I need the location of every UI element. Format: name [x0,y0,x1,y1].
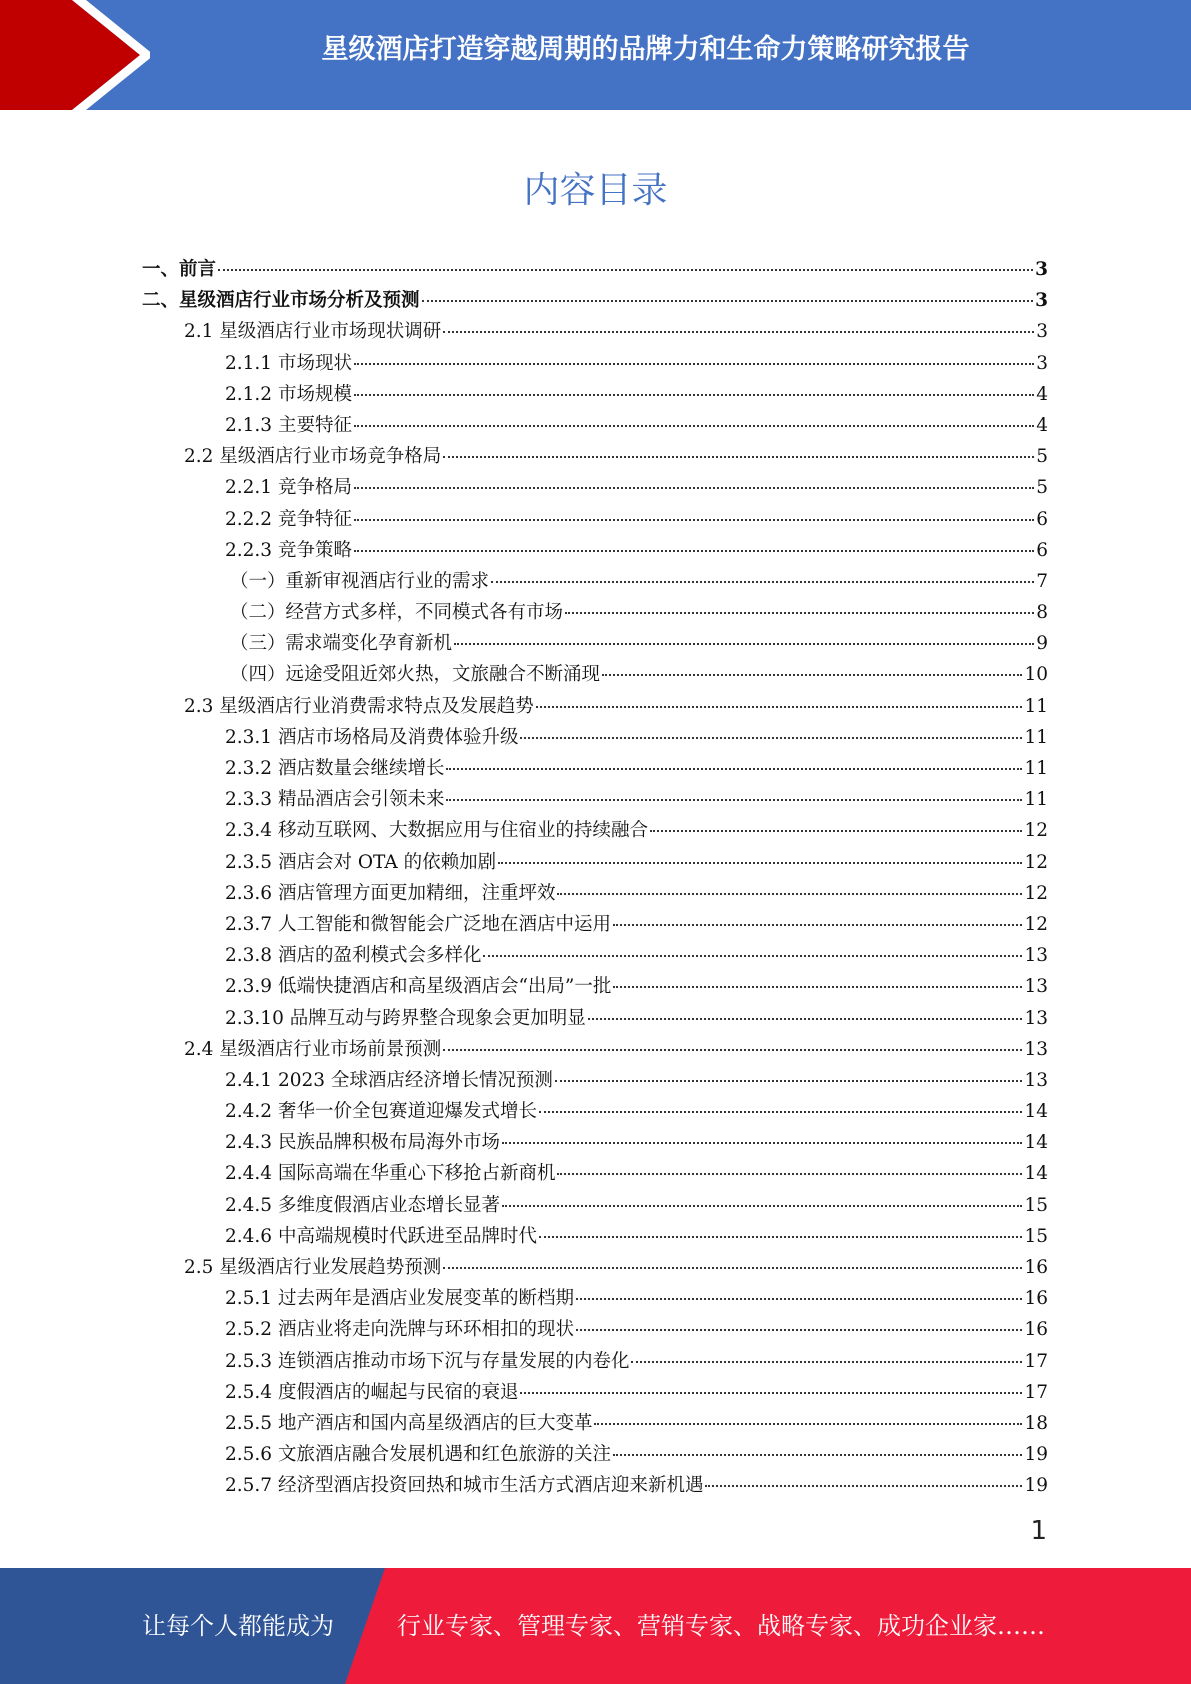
toc-leader-dots [520,1391,1022,1394]
toc-entry-page: 12 [1024,882,1048,904]
toc-entry-title: 2.3.10 品牌互动与跨界整合现象会更加明显 [225,1007,586,1029]
toc-entry[interactable] [142,1346,1048,1377]
toc-leader-dots [483,954,1022,957]
toc-leader-dots [594,1422,1022,1425]
toc-entry-title: 2.4.2 奢华一价全包赛道迎爆发式增长 [225,1101,537,1123]
toc-entry-title: 2.4.6 中高端规模时代跃进至品牌时代 [225,1225,537,1247]
toc-heading: 内容目录 [523,170,668,211]
toc-entry-title: 2.4.5 多维度假酒店业态增长显著 [225,1194,500,1216]
toc-entry-title: 2.3.5 酒店会对 OTA 的依赖加剧 [225,851,497,873]
toc-entry-page: 13 [1024,1069,1048,1091]
toc-entry-title: 2.5.3 连锁酒店推动市场下沉与存量发展的内卷化 [225,1350,630,1372]
toc-entry[interactable] [142,379,1048,410]
toc-entry[interactable] [142,566,1048,597]
toc-entry-page: 14 [1024,1101,1048,1123]
toc-entry[interactable] [142,1408,1048,1439]
page-number: 1 [1030,1516,1047,1546]
toc-leader-dots [613,923,1022,926]
toc-entry[interactable] [142,909,1048,940]
toc-entry[interactable] [142,815,1048,846]
toc-leader-dots [631,1360,1022,1363]
toc-leader-dots [555,1079,1023,1082]
toc-entry[interactable] [142,316,1048,347]
toc-entry-page: 18 [1024,1412,1048,1434]
toc-entry-title: 2.5.7 经济型酒店投资回热和城市生活方式酒店迎来新机遇 [225,1475,704,1497]
toc-entry-page: 5 [1036,477,1048,499]
toc-leader-dots [576,1328,1022,1331]
toc-leader-dots [443,330,1034,333]
toc-entry-title: （三）需求端变化孕育新机 [230,633,453,655]
toc-leader-dots [443,1266,1022,1269]
toc-entry-page: 11 [1024,789,1048,811]
toc-entry[interactable] [142,1470,1048,1501]
toc-entry-title: 2.3.3 精品酒店会引领未来 [225,789,445,811]
toc-entry-page: 19 [1024,1475,1048,1497]
toc-entry-title: （二）经营方式多样，不同模式各有市场 [230,602,564,624]
toc-entry-page: 16 [1024,1319,1048,1341]
toc-entry-page: 12 [1024,851,1048,873]
toc-entry[interactable] [142,659,1048,690]
toc-entry[interactable] [142,1377,1048,1408]
toc-leader-dots [576,1297,1022,1300]
toc-entry[interactable] [142,1158,1048,1189]
toc-leader-dots [520,736,1022,739]
toc-leader-dots [613,1453,1022,1456]
toc-leader-dots [498,861,1022,864]
toc-entry-title: 2.1.3 主要特征 [225,414,352,436]
toc-entry-title: 2.4 星级酒店行业市场前景预测 [184,1038,442,1060]
toc-leader-dots [539,1110,1022,1113]
toc-entry-page: 13 [1024,945,1048,967]
toc-entry-page: 3 [1036,321,1048,343]
page-footer [0,1568,1191,1684]
toc-entry-page: 4 [1036,383,1048,405]
toc-entry[interactable] [142,940,1048,971]
toc-entry[interactable] [142,1003,1048,1034]
toc-leader-dots [354,393,1034,396]
toc-entry-page: 11 [1024,726,1048,748]
toc-entry-page: 8 [1036,602,1048,624]
toc-entry-page: 3 [1035,290,1048,312]
toc-entry-title: （一）重新审视酒店行业的需求 [230,570,490,592]
toc-entry[interactable] [142,1314,1048,1345]
toc-leader-dots [218,268,1033,271]
toc-entry-title: 2.3.2 酒店数量会继续增长 [225,758,445,779]
toc-entry-title: 2.5.1 过去两年是酒店业发展变革的断档期 [225,1288,574,1310]
toc-entry[interactable] [142,1283,1048,1314]
toc-leader-dots [446,798,1022,801]
toc-entry[interactable] [142,472,1048,503]
toc-entry-page: 6 [1036,539,1048,561]
toc-leader-dots [354,424,1034,427]
toc-entry[interactable] [142,971,1048,1002]
toc-entry-title: 二、星级酒店行业市场分析及预测 [142,290,420,312]
toc-leader-dots [502,1141,1022,1144]
toc-entry-page: 12 [1024,820,1048,842]
toc-entry[interactable] [142,1221,1048,1252]
toc-entry-page: 15 [1024,1194,1048,1216]
toc-entry-title: 2.3.7 人工智能和微智能会广泛地在酒店中运用 [225,913,611,935]
page-header [0,0,1191,110]
toc-entry-title: 2.5.5 地产酒店和国内高星级酒店的巨大变革 [225,1412,593,1434]
toc-entry-page: 3 [1035,259,1048,280]
toc-entry-page: 16 [1024,1288,1048,1310]
toc-entry[interactable] [142,753,1048,784]
toc-leader-dots [557,1172,1022,1175]
toc-entry-page: 9 [1036,633,1048,655]
toc-entry[interactable] [142,784,1048,815]
toc-entry[interactable] [142,285,1048,316]
toc-entry-page: 11 [1024,695,1048,717]
toc-entry[interactable] [142,1439,1048,1470]
toc-entry-page: 19 [1024,1444,1048,1466]
toc-entry-title: 2.3 星级酒店行业消费需求特点及发展趋势 [184,695,534,717]
red-chevron-decoration [0,0,150,110]
toc-entry-title: 2.3.1 酒店市场格局及消费体验升级 [225,726,519,748]
toc-leader-dots [354,549,1034,552]
toc-leader-dots [354,518,1034,521]
toc-entry-title: （四）远途受阻近郊火热，文旅融合不断涌现 [230,664,601,686]
toc-entry-page: 11 [1024,758,1048,779]
toc-entry-page: 13 [1024,1038,1048,1060]
toc-entry-page: 13 [1024,976,1048,998]
toc-entry[interactable] [142,1034,1048,1065]
toc-entry[interactable] [142,722,1048,753]
toc-leader-dots [602,673,1022,676]
toc-leader-dots [443,455,1034,458]
report-title: 星级酒店打造穿越周期的品牌力和生命力策略研究报告 [321,34,970,65]
toc-entry[interactable] [142,878,1048,909]
toc-entry[interactable] [142,1190,1048,1221]
toc-entry-title: 2.5.2 酒店业将走向洗牌与环环相扣的现状 [225,1319,574,1341]
toc-leader-dots [354,486,1034,489]
toc-entry[interactable] [142,254,1048,285]
toc-entry-title: 2.1.2 市场规模 [225,383,352,405]
toc-entry-page: 5 [1036,446,1048,468]
toc-entry-title: 2.2.1 竞争格局 [225,477,352,499]
toc-entry[interactable] [142,691,1048,722]
toc-leader-dots [565,611,1034,614]
toc-entry-title: 一、前言 [142,259,217,280]
toc-entry-page: 7 [1036,570,1048,592]
table-of-contents [142,254,1048,1502]
footer-slogan-right: 行业专家、管理专家、营销专家、战略专家、成功企业家…… [397,1612,1045,1640]
toc-entry[interactable] [142,847,1048,878]
toc-entry-page: 13 [1024,1007,1048,1029]
toc-entry[interactable] [142,348,1048,379]
toc-entry-title: 2.4.4 国际高端在华重心下移抢占新商机 [225,1163,556,1185]
toc-entry[interactable] [142,597,1048,628]
toc-leader-dots [613,985,1022,988]
toc-leader-dots [354,362,1034,365]
toc-entry-page: 16 [1024,1257,1048,1278]
toc-leader-dots [491,580,1034,583]
toc-entry-page: 14 [1024,1132,1048,1154]
toc-entry-title: 2.2.3 竞争策略 [225,539,352,561]
toc-entry[interactable] [142,504,1048,535]
toc-entry-page: 3 [1036,352,1048,374]
toc-entry-title: 2.3.9 低端快捷酒店和高星级酒店会“出局”一批 [225,976,612,998]
toc-leader-dots [650,829,1022,832]
toc-entry-page: 10 [1024,664,1048,686]
toc-entry-title: 2.3.6 酒店管理方面更加精细，注重坪效 [225,882,556,904]
toc-entry-title: 2.4.3 民族品牌积极布局海外市场 [225,1132,500,1154]
toc-entry-title: 2.5 星级酒店行业发展趋势预测 [184,1257,442,1278]
toc-entry-title: 2.1.1 市场现状 [225,352,352,374]
toc-entry[interactable] [142,410,1048,441]
toc-leader-dots [557,892,1022,895]
toc-entry[interactable] [142,628,1048,659]
toc-entry-title: 2.3.8 酒店的盈利模式会多样化 [225,945,482,967]
toc-leader-dots [502,1204,1022,1207]
toc-entry-title: 2.2.2 竞争特征 [225,508,352,530]
toc-leader-dots [446,767,1022,770]
toc-leader-dots [588,1017,1023,1020]
toc-entry-title: 2.4.1 2023 全球酒店经济增长情况预测 [225,1069,553,1091]
footer-slogan-left: 让每个人都能成为 [142,1612,334,1640]
toc-entry[interactable] [142,1065,1048,1096]
toc-entry-title: 2.3.4 移动互联网、大数据应用与住宿业的持续融合 [225,820,648,842]
toc-entry-page: 17 [1024,1381,1048,1403]
toc-entry-title: 2.1 星级酒店行业市场现状调研 [184,321,442,343]
toc-leader-dots [539,1235,1022,1238]
toc-entry-page: 14 [1024,1163,1048,1185]
toc-leader-dots [443,1048,1022,1051]
toc-entry-page: 6 [1036,508,1048,530]
toc-leader-dots [454,642,1034,645]
toc-entry-page: 17 [1024,1350,1048,1372]
toc-leader-dots [422,299,1034,302]
toc-entry-page: 12 [1024,913,1048,935]
toc-entry-title: 2.5.4 度假酒店的崛起与民宿的衰退 [225,1381,519,1403]
toc-entry[interactable] [142,1096,1048,1127]
toc-entry-title: 2.5.6 文旅酒店融合发展机遇和红色旅游的关注 [225,1444,611,1466]
toc-entry-title: 2.2 星级酒店行业市场竞争格局 [184,446,442,468]
toc-leader-dots [705,1484,1022,1487]
toc-leader-dots [536,705,1023,708]
toc-entry[interactable] [142,535,1048,566]
toc-entry-page: 15 [1024,1225,1048,1247]
toc-entry[interactable] [142,441,1048,472]
toc-entry[interactable] [142,1127,1048,1158]
toc-entry-page: 4 [1036,414,1048,436]
toc-entry[interactable] [142,1252,1048,1283]
